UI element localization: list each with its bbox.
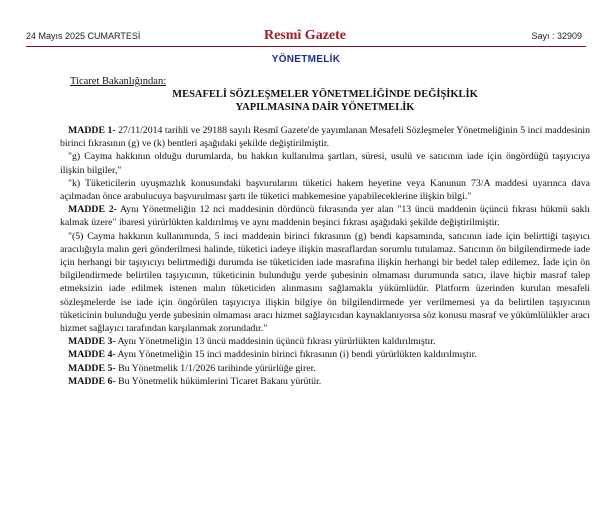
- article-2: [60, 203, 590, 229]
- article-1: [60, 124, 590, 150]
- issue-number: Sayı : 32909: [531, 31, 582, 41]
- gazette-header: [26, 28, 584, 48]
- article-6-label: MADDE 6-: [68, 375, 116, 387]
- article-2-text: Aynı Yönetmeliğin 12 nci maddesinin dördüncü fıkrasında yer alan "13 üncü maddenin üçüncü fıkrası hükmü saklı kalmak üzere" ibaresi yürürlükten kaldırılmış ve aynı maddenin beşinci fıkrası aşağıdaki şekilde değiştirilmiştir.: [60, 204, 590, 229]
- article-6-text: Bu Yönetmelik hükümlerini Ticaret Bakanı yürütür.: [115, 375, 322, 387]
- article-1-text: 27/11/2014 tarihli ve 29188 sayılı Resmî Gazete'de yayımlanan Mesafeli Sözleşmeler Yönetmeliğinin 5 inci maddesinin birinci fıkrasının (g) ve (k) bentleri aşağıdaki şekilde değiştirilmiştir.: [60, 125, 590, 150]
- article-5-label: MADDE 5-: [68, 362, 116, 374]
- article-5: [60, 362, 590, 375]
- article-2-quote: "(5) Cayma hakkının kullanımında, 5 inci maddenin birinci fıkrasının (g) bendi kapsamında, satıcının iade için belirttiği taşıyıcı aracılığıyla malın geri gönderilmesi halinde, tüketici iadeye ilişkin masraflardan sorumlu tutulamaz. Satıcının ön bilgilendirmede iade için herhangi bir taşıyıcıyı belirtmediği durumda ise tüketiciden iade masrafına ilişkin herhangi bir bedel talep edilemez. İade için ön bilgilendirmede belirtilen taşıyıcının, tüketicinin bulunduğu yerde şubesinin olmaması durumunda satıcı, ilave hiçbir masraf talep etmeksizin iade edilmek istenen malın tüketiciden alınmasını sağlamakla yükümlüdür. Platform üzerinden kurulan mesafeli sözleşmelerde ise iade için öngörülen taşıyıcıya ilişkin bilgiye ön bilgilendirmede yer verilmemesi ya da belirtilen taşıyıcının tüketicinin bulunduğu yerde şubesinin olmaması aracı hizmet sağlayıcıdan kaynaklanıyorsa söz konusu masraf ve yükümlülükler aracı hizmet sağlayıcı tarafından karşılanmak zorundadır.": [60, 230, 590, 335]
- article-3-label: MADDE 3-: [68, 336, 116, 348]
- newspaper-title: Resmî Gazete: [263, 28, 347, 43]
- section-label: YÖNETMELİK: [271, 54, 341, 65]
- article-6: [60, 375, 590, 388]
- regulation-title-line-1: MESAFELİ SÖZLEŞMELER YÖNETMELİĞİNDE DEĞİŞİKLİK: [172, 89, 478, 100]
- article-3-text: Aynı Yönetmeliğin 13 üncü maddesinin üçüncü fıkrası yürürlükten kaldırılmıştır.: [115, 336, 436, 348]
- issue-date: 24 Mayıs 2025 CUMARTESİ: [26, 31, 141, 41]
- ministry-name: Ticaret Bakanlığından:: [70, 76, 167, 87]
- article-1-clause-k: "k) Tüketicilerin uyuşmazlık konusundaki başvurularını tüketici hakem heyetine veya Kanunun 73/A maddesi uyarınca dava açılmadan önce arabulucuya başvurulması şartı ile tüketici mahkemesine yapabileceklerine ilişkin bilgi.": [60, 177, 590, 203]
- article-4: [60, 348, 590, 361]
- article-4-label: MADDE 4-: [68, 349, 116, 361]
- header-divider: [26, 46, 586, 47]
- regulation-title-line-2: YAPILMASINA DAİR YÖNETMELİK: [235, 102, 415, 113]
- regulation-document: [60, 76, 590, 388]
- article-2-label: MADDE 2-: [68, 204, 117, 216]
- article-1-label: MADDE 1-: [68, 125, 116, 136]
- article-5-text: Bu Yönetmelik 1/1/2026 tarihinde yürürlüğe girer.: [115, 362, 316, 374]
- article-3: [60, 335, 590, 348]
- article-1-clause-g: "g) Cayma hakkının olduğu durumlarda, bu hakkın kullanılma şartları, süresi, usulü ve satıcının iade için öngördüğü taşıyıcıya ilişkin bilgiler,": [60, 151, 590, 176]
- article-4-text: Aynı Yönetmeliğin 15 inci maddesinin birinci fıkrasının (i) bendi yürürlükten kaldırılmıştır.: [115, 349, 477, 361]
